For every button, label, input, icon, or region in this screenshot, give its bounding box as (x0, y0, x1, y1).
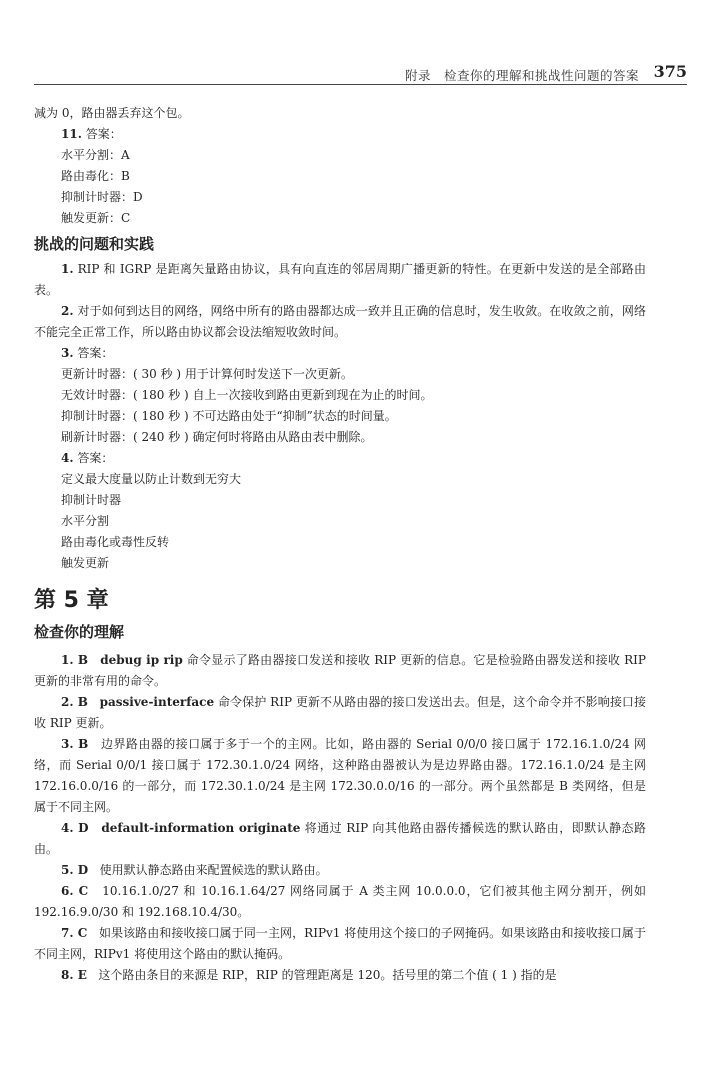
timer-line: 抑制计时器：( 180 秒 ) 不可达路由处于“抑制”状态的时间量。 (61, 409, 397, 423)
chapter5-answer-6 (34, 881, 646, 923)
question-number: 11. (61, 127, 82, 141)
answer-text: 如果该路由和接收接口属于同一主网，RIPv1 将使用这个接口的子网掩码。如果该路由和接收接口属于不同主网，RIPv1 将使用这个路由的默认掩码。 (34, 926, 646, 961)
challenge-question-1 (34, 259, 646, 301)
question-number: 3. (61, 346, 74, 360)
page-number: 375 (653, 62, 687, 81)
answer-line: 触发更新：C (61, 211, 131, 225)
question-text: 答案： (77, 451, 114, 465)
question-number: 1. (61, 262, 74, 276)
question-text: RIP 和 IGRP 是距离矢量路由协议，具有向直连的邻居周期广播更新的特性。在更新中发送的是全部路由表。 (34, 262, 646, 297)
answer-text: 这个路由条目的来源是 RIP，RIP 的管理距离是 120。括号里的第二个值 ( 1 ) 指的是 (98, 968, 557, 982)
chapter5-answer-5 (34, 860, 646, 881)
continued-line: 减为 0，路由器丢弃这个包。 (34, 106, 190, 120)
chapter5-answer-1 (34, 650, 646, 692)
answer-line: 水平分割：A (61, 148, 130, 162)
answer-text: 命令显示了路由器接口发送和接收 RIP 更新的信息。它是检验路由器发送和接收 RIP 更新的非常有用的命令。 (34, 653, 646, 688)
answer-line: 触发更新 (61, 556, 110, 570)
page-body (34, 103, 646, 986)
answer-number: 6. C (61, 884, 89, 898)
timer-line: 无效计时器：( 180 秒 ) 自上一次接收到路由更新到现在为止的时间。 (61, 388, 433, 402)
answer-number: 2. B (61, 695, 88, 709)
chapter-title: 第 5 章 (34, 588, 109, 613)
running-header-title: 附录 检查你的理解和挑战性问题的答案 (404, 68, 639, 83)
question-number: 2. (61, 304, 74, 318)
answer-number: 7. C (61, 926, 88, 940)
challenge-question-4 (34, 448, 646, 469)
answer-text: 命令保护 RIP 更新不从路由器的接口发送出去。但是，这个命令并不影响接口接收 RIP 更新。 (34, 695, 646, 730)
answer-number: 5. D (61, 863, 89, 877)
challenge-question-3 (34, 343, 646, 364)
challenge-question-2 (34, 301, 646, 343)
command-text: default-information originate (101, 821, 301, 835)
command-text: passive-interface (99, 695, 215, 709)
answer-text: 10.16.1.0/27 和 10.16.1.64/27 网络同属于 A 类主网 10.0.0.0，它们被其他主网分割开，例如 192.16.9.0/30 和 192.168.10.4/30。 (34, 884, 647, 919)
timer-line: 刷新计时器：( 240 秒 ) 确定何时将路由从路由表中删除。 (61, 430, 373, 444)
chapter5-answer-3 (34, 734, 646, 818)
question-number: 4. (61, 451, 74, 465)
answer-line: 路由毒化或毒性反转 (61, 535, 170, 549)
chapter5-answer-8 (34, 965, 646, 986)
answer-line: 路由毒化：B (61, 169, 130, 183)
answer-line: 定义最大度量以防止计数到无穷大 (61, 472, 242, 486)
section-heading-check-understanding: 检查你的理解 (34, 623, 125, 641)
answer-number: 1. B (61, 653, 89, 667)
question-text: 答案： (77, 346, 114, 360)
answer-text: 边界路由器的接口属于多于一个的主网。比如，路由器的 Serial 0/0/0 接口属于 172.16.1.0/24 网络，而 Serial 0/0/1 接口属于 172.30.1.0/24 网络，这种路由器被认为是边界路由器。172.16.1.0/24 是主网 172.16.0.0/16 的一部分，而 172.30.1.0/24 是主网 172.30.0.0/16 的一部分。两个虽然都是 B 类网络，但是属于不同主网。 (34, 737, 646, 814)
chapter5-answer-2 (34, 692, 646, 734)
answer-number: 4. D (61, 821, 89, 835)
answer-line: 抑制计时器：D (61, 190, 143, 204)
answer-line: 抑制计时器 (61, 493, 122, 507)
timer-line: 更新计时器：( 30 秒 ) 用于计算何时发送下一次更新。 (61, 367, 353, 381)
chapter5-answer-4 (34, 818, 646, 860)
answer-number: 3. B (61, 737, 89, 751)
page-header (34, 62, 687, 85)
answer-text: 使用默认静态路由来配置候选的默认路由。 (99, 863, 328, 877)
command-text: debug ip rip (100, 653, 183, 667)
section-heading-challenge: 挑战的问题和实践 (34, 235, 155, 253)
answer-number: 8. E (61, 968, 87, 982)
answer-line: 水平分割 (61, 514, 110, 528)
question-text: 对于如何到达目的网络，网络中所有的路由器都达成一致并且正确的信息时，发生收敛。在收敛之前，网络不能完全正常工作，所以路由协议都会设法缩短收敛时间。 (34, 304, 646, 339)
question-text: 答案： (85, 127, 122, 141)
chapter5-answer-7 (34, 923, 646, 965)
question-11 (34, 124, 646, 145)
answer-text: 将通过 RIP 向其他路由器传播候选的默认路由，即默认静态路由。 (34, 821, 646, 856)
